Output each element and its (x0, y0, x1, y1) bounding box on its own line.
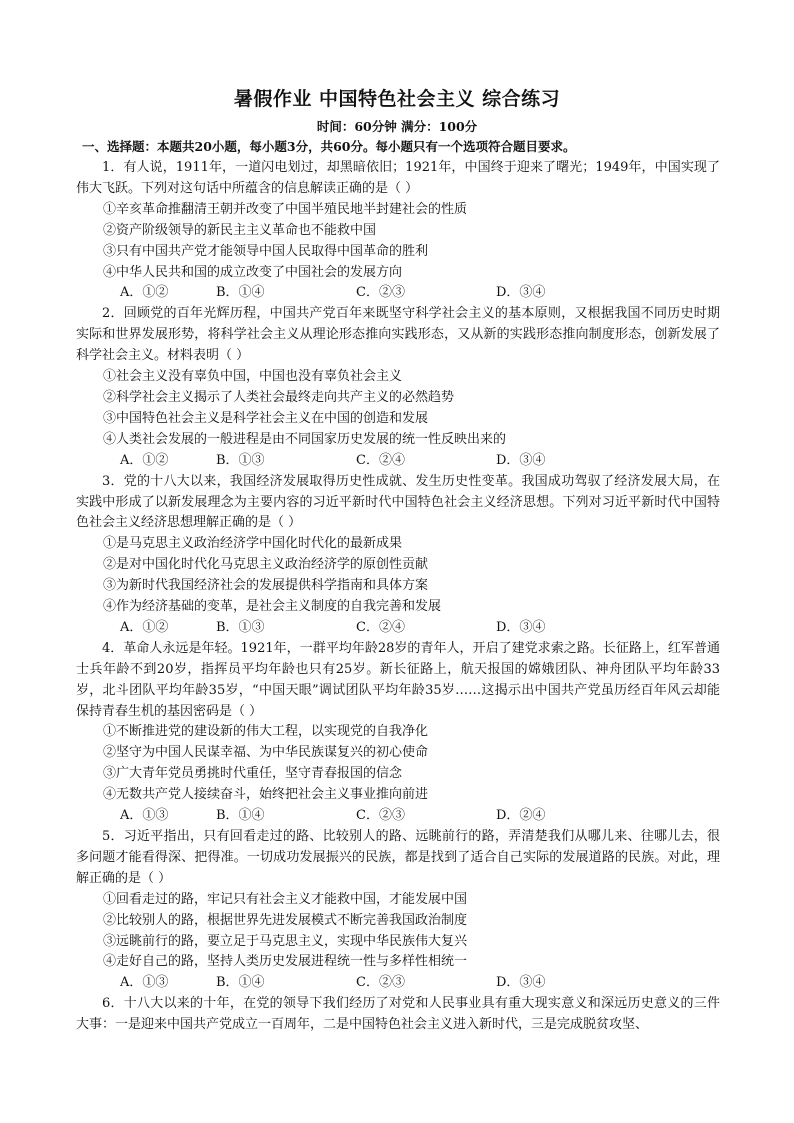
answer-choice-c[interactable]: C．②③ (356, 808, 405, 824)
section-heading: 一、选择题：本题共20小题，每小题3分，共60分。每小题只有一个选项符合题目要求。 (82, 139, 576, 154)
statement-option: ③只有中国共产党才能领导中国人民取得中国革命的胜利 (103, 243, 429, 259)
answer-choice-d[interactable]: D．③④ (496, 452, 546, 468)
question-4 (76, 639, 720, 827)
answer-choice-b[interactable]: B．①③ (216, 452, 265, 468)
question-6 (76, 994, 720, 1036)
statement-option: ①辛亥革命推翻清王朝并改变了中国半殖民地半封建社会的性质 (103, 201, 468, 217)
statement-option: ③为新时代我国经济社会的发展提供科学指南和具体方案 (103, 578, 429, 594)
answer-choices (76, 618, 720, 639)
answer-choice-c[interactable]: C．②③ (356, 975, 405, 991)
question-stem: 6．十八大以来的十年，在党的领导下我们经历了对党和人民事业具有重大现实意义和深远历史意义的三件大事：一是迎来中国共产党成立一百周年，二是中国特色社会主义进入新时代，三是完成脱贫攻坚、 (76, 996, 720, 1033)
question-stem: 3．党的十八大以来，我国经济发展取得历史性成就、发生历史性变革。我国成功驾驭了经济发展大局，在实践中形成了以新发展理念为主要内容的习近平新时代中国特色社会主义经济思想。下列对习近平新时代中国特色社会主义经济思想理解正确的是（ ） (76, 473, 720, 531)
answer-choices (76, 806, 720, 827)
statement-option: ①社会主义没有辜负中国，中国也没有辜负社会主义 (103, 369, 403, 385)
statement-option: ②资产阶级领导的新民主主义革命也不能救中国 (103, 222, 377, 238)
answer-choice-a[interactable]: A．①③ (120, 975, 169, 991)
statement-option: ①是马克思主义政治经济学中国化时代化的最新成果 (103, 536, 403, 552)
statement-option: ④中华人民共和国的成立改变了中国社会的发展方向 (103, 264, 403, 280)
answer-choices (76, 451, 720, 472)
exam-meta: 时间：60分钟 满分：100分 (316, 119, 478, 134)
question-2 (76, 304, 720, 471)
answer-choice-b[interactable]: B．①③ (216, 619, 265, 635)
statement-option: ①不断推进党的建设新的伟大工程，以实现党的自我净化 (103, 724, 429, 740)
statement-option: ④无数共产党人接续奋斗，始终把社会主义事业推向前进 (103, 787, 429, 803)
question-stem: 1．有人说，1911年，一道闪电划过，却黑暗依旧；1921年，中国终于迎来了曙光；1949年，中国实现了伟大飞跃。下列对这句话中所蕴含的信息解读正确的是（ ） (76, 160, 720, 196)
statement-option: ③中国特色社会主义是科学社会主义在中国的创造和发展 (103, 410, 429, 426)
answer-choice-d[interactable]: D．③④ (496, 975, 546, 991)
answer-choice-a[interactable]: A．①② (120, 619, 169, 635)
statement-option: ④作为经济基础的变革，是社会主义制度的自我完善和发展 (103, 599, 442, 615)
question-stem: 4．革命人永远是年轻。1921年，一群平均年龄28岁的青年人，开启了建党求索之路。长征路上，红军普通士兵年龄不到20岁，指挥员平均年龄也只有25岁。新长征路上，航天报国的嫦娥团队、神舟团队平均年龄33岁，北斗团队平均年龄35岁，“中国天眼”调试团队平均年龄35岁……这揭示出中国共产党虽历经百年风云却能保持青春生机的基因密码是（ ） (76, 640, 720, 719)
statement-option: ②比较别人的路，根据世界先进发展模式不断完善我国政治制度 (103, 912, 468, 928)
answer-choice-a[interactable]: A．①③ (120, 808, 169, 824)
question-5 (76, 827, 720, 994)
statement-option: ②是对中国化时代化马克思主义政治经济学的原创性贡献 (103, 557, 429, 573)
question-3 (76, 472, 720, 639)
statement-option: ④人类社会发展的一般进程是由不同国家历史发展的统一性反映出来的 (103, 431, 507, 447)
question-1 (76, 158, 720, 304)
answer-choices (76, 283, 720, 304)
answer-choice-d[interactable]: D．③④ (496, 619, 546, 635)
answer-choice-b[interactable]: B．①④ (216, 975, 265, 991)
answer-choice-c[interactable]: C．②③ (356, 285, 405, 301)
statement-option: ③远眺前行的路，要立足于马克思主义，实现中华民族伟大复兴 (103, 933, 468, 949)
statement-option: ④走好自己的路，坚持人类历史发展进程统一性与多样性相统一 (103, 954, 468, 970)
answer-choice-a[interactable]: A．①② (120, 452, 169, 468)
question-stem: 2．回顾党的百年光辉历程，中国共产党百年来既坚守科学社会主义的基本原则，又根据我国不同历史时期实际和世界发展形势，将科学社会主义从理论形态推向实践形态，又从新的实践形态推向制度形态，创新发展了科学社会主义。材料表明（ ） (76, 306, 720, 364)
statement-option: ③广大青年党员勇挑时代重任，坚守青春报国的信念 (103, 766, 403, 782)
answer-choice-c[interactable]: C．②④ (356, 619, 405, 635)
statement-option: ②科学社会主义揭示了人类社会最终走向共产主义的必然趋势 (103, 389, 455, 405)
answer-choice-a[interactable]: A．①② (120, 285, 169, 301)
statement-option: ②坚守为中国人民谋幸福、为中华民族谋复兴的初心使命 (103, 745, 429, 761)
statement-option: ①回看走过的路，牢记只有社会主义才能救中国，才能发展中国 (103, 891, 468, 907)
question-list (76, 158, 720, 1036)
answer-choice-c[interactable]: C．②④ (356, 452, 405, 468)
answer-choice-d[interactable]: D．②④ (496, 808, 546, 824)
page-title: 暑假作业 中国特色社会主义 综合练习 (233, 88, 561, 110)
answer-choices (76, 973, 720, 994)
answer-choice-b[interactable]: B．①④ (216, 808, 265, 824)
answer-choice-d[interactable]: D．③④ (496, 285, 546, 301)
question-stem: 5．习近平指出，只有回看走过的路、比较别人的路、远眺前行的路，弄清楚我们从哪儿来、往哪儿去，很多问题才能看得深、把得准。一切成功发展振兴的民族，都是找到了适合自己实际的发展道路的民族。对此，理解正确的是（ ） (76, 829, 720, 886)
answer-choice-b[interactable]: B．①④ (216, 285, 265, 301)
